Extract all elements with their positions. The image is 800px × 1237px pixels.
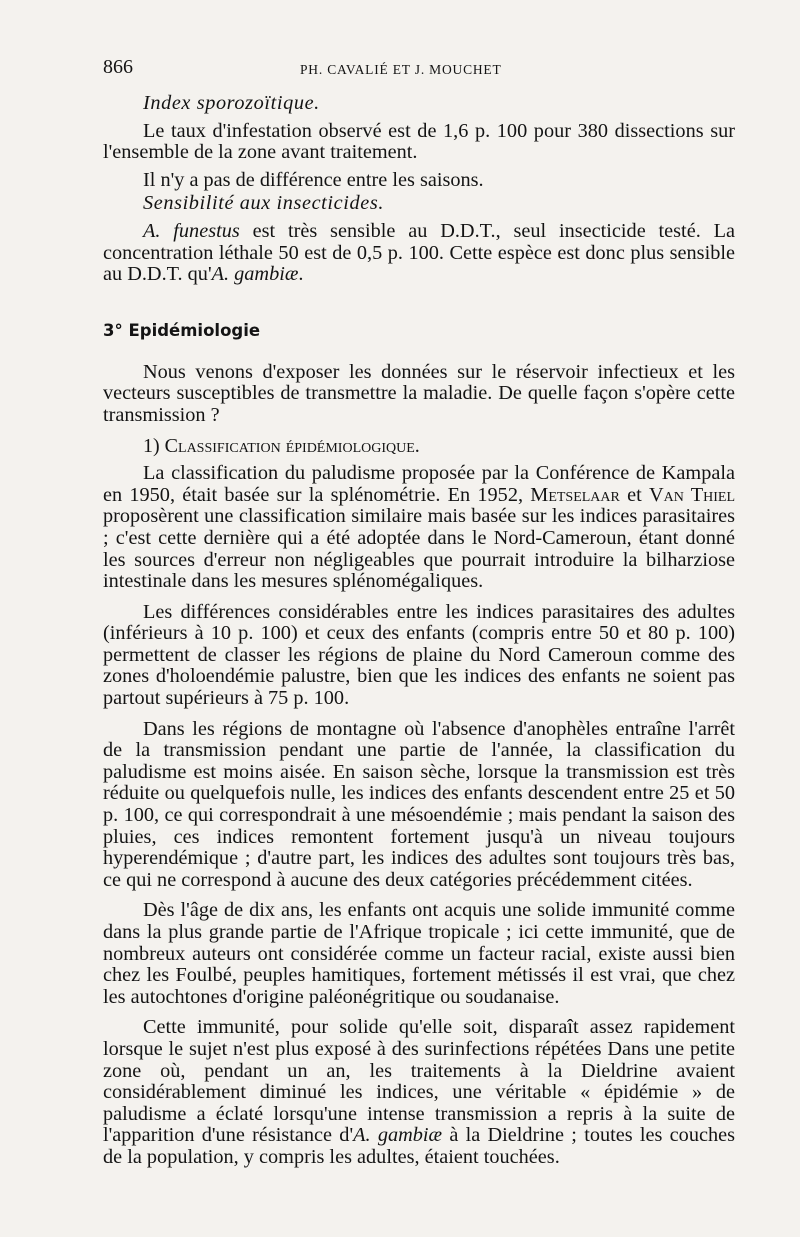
subsection-number: 1) [143,434,160,457]
species-name: A. funestus [143,219,240,242]
paragraph-kampala-classification [103,463,735,593]
paragraph-text: Cette immunité, pour solide qu'elle soit, disparaît assez rapidement lorsque le sujet n'est plus exposé à des surinfections répétées Dans une petite zone où, pendant un an, les traitements à la Dieldrine avaient considérablement diminué les indices, une véritable « épidémie » de paludisme a éclaté lorsqu'une intense transmission a repris à la suite de l'apparition d'une résistance d' [103,1016,735,1147]
paragraph-infestation-rate: Le taux d'infestation observé est de 1,6 p. 100 pour 380 dissections sur l'ensemble de la zone avant traitement. [103,119,735,164]
paragraph-epidemic [103,1017,735,1168]
author-name: Metselaar [530,483,620,506]
paragraph-text: à la Dieldrine ; toutes les couches de la population, y compris les adultes, étaient touchées. [103,1124,735,1168]
paragraph-text: proposèrent une classification similaire mais basée sur les indices parasitaires ; c'est cette dernière qui a été adoptée dans le Nord-Cameroun, étant donné les sources d'erreur non négligeables que pourrait introduire la bilharziose intestinale dans les mesures splénomégaliques. [103,505,735,593]
sporozoite-index-heading: Index sporozoïtique. [143,92,320,114]
page-number: 866 [103,56,133,78]
paragraph-transmission-intro: Nous venons d'exposer les données sur le réservoir infectieux et les vecteurs susceptibles de transmettre la maladie. De quelle façon s'opère cette transmission ? [103,360,735,426]
page-header [103,56,743,86]
article-body [103,93,735,1169]
insecticide-sensitivity-heading: Sensibilité aux insecticides. [143,192,384,215]
paragraph-text: La classification du paludisme proposée par la Conférence de Kampala en 1950, était basée sur la splénométrie. En 1952, [103,462,735,506]
paragraph-ddt-sensitivity [103,221,735,286]
paragraph-text: . [298,263,304,286]
subsection-title: Classification épidémiologique. [164,434,420,457]
paragraph-text: et [619,483,649,506]
section-heading-epidemiology [103,320,735,342]
subsection-heading-classification [103,436,735,458]
running-head: PH. CAVALIÉ ET J. MOUCHET [300,62,502,77]
paragraph-seasons: Il n'y a pas de différence entre les saisons. [143,168,484,191]
species-name: A. gambiæ [353,1124,443,1147]
paragraph-immunity: Dès l'âge de dix ans, les enfants ont acquis une solide immunité comme dans la plus grande partie de l'Afrique tropicale ; ici cette immunité, que de nombreux auteurs ont considérée comme un facteur racial, existe aussi bien chez les Foulbé, peuples hamitiques, fortement métissés il est vrai, que chez les autochtones d'origine paléonégritique ou soudanaise. [103,899,735,1008]
paragraph-parasite-indices: Les différences considérables entre les indices parasitaires des adultes (inférieurs à 10 p. 100) et ceux des enfants (compris entre 50 et 80 p. 100) permettent de classer les régions de plaine du Nord Cameroun comme des zones d'holoendémie palustre, bien que les indices des enfants ne soient pas partout supérieurs à 75 p. 100. [103,600,735,710]
paragraph-text: est très sensible au D.D.T., seul insecticide testé. La concentration léthale 50 est de 0,5 p. 100. Cette espèce est donc plus sensible au D.D.T. qu' [103,219,735,286]
species-name: A. gambiæ [211,263,299,286]
author-name: Van Thiel [649,483,736,506]
section-number: 3° [103,320,123,340]
paragraph-mountain-regions: Dans les régions de montagne où l'absence d'anophèles entraîne l'arrêt de la transmission pendant une partie de l'année, la classification du paludisme est moins aisée. En saison sèche, lorsque la transmission est très réduite ou quelquefois nulle, les indices des enfants descendent entre 25 et 50 p. 100, ce qui correspondrait à une mésoendémie ; mais pendant la saison des pluies, ces indices remontent fortement jusqu'à un niveau toujours hyperendémique ; d'autre part, les indices des adultes sont toujours très bas, ce qui ne correspond à aucune des deux catégories précédemment citées. [103,717,735,891]
section-title: Epidémiologie [128,320,261,340]
